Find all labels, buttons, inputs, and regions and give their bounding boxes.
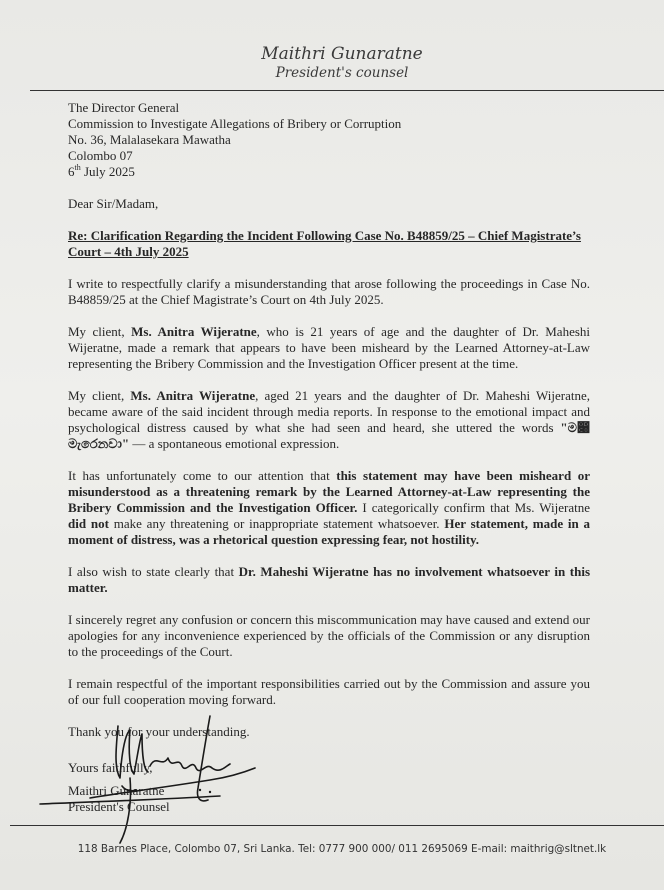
closing-line: Yours faithfully, (68, 760, 153, 775)
recipient-line: The Director General (68, 100, 180, 115)
footer-rule (10, 825, 664, 826)
letter-body (68, 100, 590, 776)
footer-contact: 118 Barnes Place, Colombo 07, Sri Lanka. Tel: 0777 900 000/ 011 2695069 E-mail: maithrig@sltnet.lk (77, 843, 607, 855)
recipient-line: No. 36, Malalasekara Mawatha (68, 132, 231, 147)
subject-line: Re: Clarification Regarding the Incident Following Case No. B48859/25 – Chief Magistrate’s Court – 4th July 2025 (68, 228, 581, 259)
paragraph-2: My client, Ms. Anitra Wijeratne, who is 21 years of age and the daughter of Dr. Maheshi Wijeratne, made a remark that appears to have been misheard by the Learned Attorney-at-Law representing the Bribery Commission and the Investigation Officer present at the time. (68, 324, 591, 371)
signatory-name: Maithri Gunaratne (68, 783, 165, 798)
paragraph-7: I remain respectful of the important responsibilities carried out by the Commission and assure you of our full cooperation moving forward. (68, 676, 590, 707)
recipient-line: Commission to Investigate Allegations of Bribery or Corruption (68, 116, 402, 131)
paragraph-3: My client, Ms. Anitra Wijeratne, aged 21 years and the daughter of Dr. Maheshi Wijeratne, became aware of the said incident through media reports. In response to the emotional impact and psychological distress caused by what she had seen and heard, she uttered the words "ම෈ මැරෙනවා" — a spontaneous emotional expression. (68, 388, 590, 451)
letter-date: 6th July 2025 (68, 163, 135, 179)
paragraph-6: I sincerely regret any confusion or concern this miscommunication may have caused and extend our apologies for any inconvenience experienced by the officials of the Commission or any disruption to the proceedings of the Court. (68, 612, 590, 659)
recipient-address (68, 100, 590, 180)
thanks-line: Thank you for your understanding. (68, 724, 250, 739)
paragraph-5: I also wish to state clearly that Dr. Maheshi Wijeratne has no involvement whatsoever in this matter. (68, 564, 591, 595)
signatory-title: President's Counsel (68, 799, 170, 814)
letterhead-name: Maithri Gunaratne (261, 44, 423, 64)
paragraph-4: It has unfortunately come to our attention that this statement may have been misheard or misunderstood as a threatening remark by the Learned Attorney-at-Law representing the Bribery Commission and the Investigation Officer. I categorically confirm that Ms. Wijeratne did not make any threatening or inappropriate statement whatsoever. Her statement, made in a moment of distress, was a rhetorical question expressing fear, not hostility. (68, 468, 591, 547)
recipient-line: Colombo 07 (68, 148, 133, 163)
signature-scribble (30, 708, 270, 848)
paragraph-1: I write to respectfully clarify a misunderstanding that arose following the proceedings in Case No. B48859/25 at the Chief Magistrate’s Court on 4th July 2025. (68, 276, 590, 307)
salutation: Dear Sir/Madam, (68, 196, 159, 211)
letterhead-title: President's counsel (275, 65, 409, 81)
letterhead-rule (30, 90, 664, 91)
